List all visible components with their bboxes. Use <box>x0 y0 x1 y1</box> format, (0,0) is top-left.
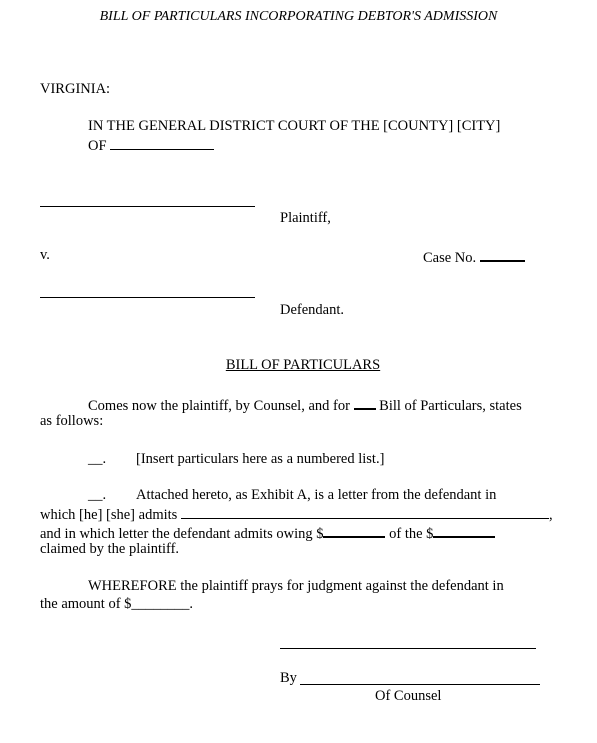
owing-amount-blank <box>323 523 385 538</box>
item-1-number: __. <box>88 451 107 467</box>
court-of-label: OF <box>88 138 107 154</box>
document-title: BILL OF PARTICULARS INCORPORATING DEBTOR'S ADMISSION <box>99 9 498 24</box>
court-line-1: IN THE GENERAL DISTRICT COURT OF THE [COUNTY] [CITY] <box>88 118 501 134</box>
of-counsel-label: Of Counsel <box>375 688 442 704</box>
judgment-amount-blank: ________ <box>131 596 190 612</box>
section-heading: BILL OF PARTICULARS <box>225 357 381 373</box>
plaintiff-label: Plaintiff, <box>280 210 331 226</box>
wherefore-line-1: WHEREFORE the plaintiff prays for judgment against the defendant in <box>88 578 504 594</box>
item-2-number: __. <box>88 487 107 503</box>
intro-text-2: Bill of Particulars, states <box>379 398 522 414</box>
item-2-line-2 <box>40 505 553 524</box>
item-2-line-1: Attached hereto, as Exhibit A, is a letter from the defendant in <box>136 487 497 503</box>
of-the-text: of the $ <box>389 526 434 542</box>
item-1-text: [Insert particulars here as a numbered list.] <box>136 451 385 467</box>
versus-label: v. <box>40 247 50 263</box>
plaintiff-name-line <box>40 206 255 207</box>
item-2-line-4: claimed by the plaintiff. <box>40 541 180 557</box>
item-2-admits-text: which [he] [she] admits <box>40 507 178 523</box>
wherefore-line-2 <box>40 596 193 613</box>
signature-line-top <box>280 648 536 649</box>
claimed-amount-blank <box>433 523 495 538</box>
case-no-label: Case No. <box>423 250 477 266</box>
item-2-line-3 <box>40 523 495 543</box>
intro-line-2: as follows: <box>40 413 104 429</box>
admission-blank <box>181 505 549 519</box>
intro-text-1: Comes now the plaintiff, by Counsel, and for <box>88 398 350 414</box>
intro-line-1 <box>88 395 522 415</box>
signature-line-by <box>300 684 540 685</box>
item-2-comma: , <box>548 507 553 523</box>
case-number-blank <box>480 247 525 262</box>
amount-of-text: the amount of $ <box>40 596 132 612</box>
intro-blank <box>354 395 376 410</box>
defendant-name-line <box>40 297 255 298</box>
court-line-2 <box>88 136 214 155</box>
owing-text: and in which letter the defendant admits owing $ <box>40 526 324 542</box>
state-label: VIRGINIA: <box>40 81 111 97</box>
case-number <box>423 247 525 267</box>
court-location-blank <box>110 136 214 150</box>
wherefore-period: . <box>189 596 194 612</box>
by-label: By <box>280 670 297 686</box>
defendant-label: Defendant. <box>280 302 345 318</box>
